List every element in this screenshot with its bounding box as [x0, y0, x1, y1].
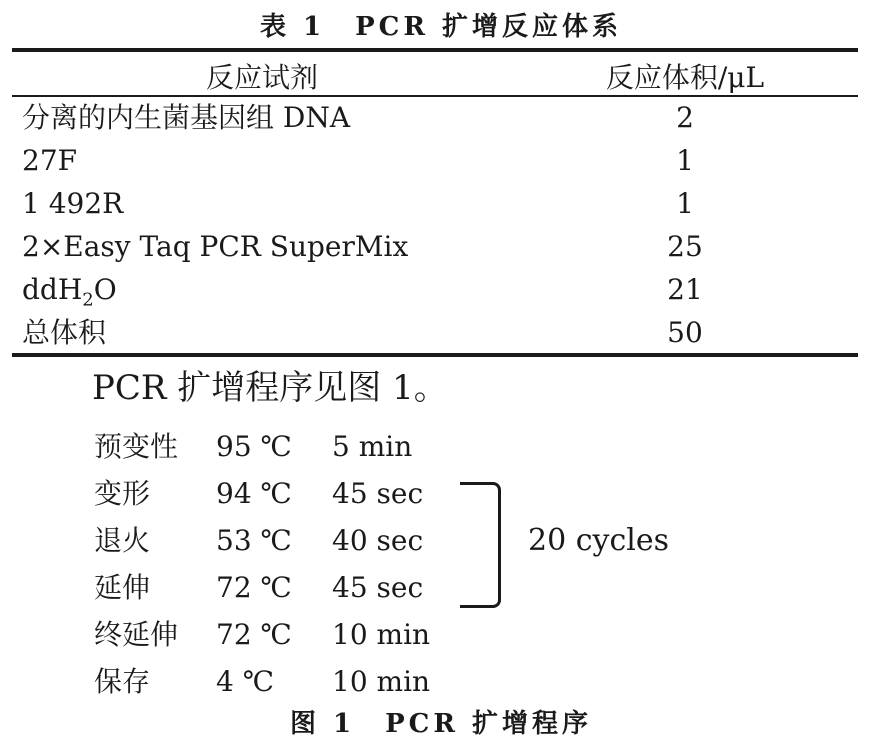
volume-cell: 2 — [676, 101, 694, 134]
table-row — [12, 141, 858, 184]
volume-cell: 1 — [676, 144, 694, 177]
reagent-cell: 分离的内生菌基因组 DNA — [22, 101, 351, 134]
table-row — [12, 313, 858, 356]
program-step — [80, 613, 520, 660]
step-name: 终延伸 — [94, 618, 179, 651]
table-row — [12, 227, 858, 270]
table-header — [12, 54, 858, 94]
program-step — [80, 425, 520, 472]
step-name: 预变性 — [94, 430, 179, 463]
program-step — [80, 566, 520, 613]
figure-caption: 图 1 PCR 扩增程序 — [289, 709, 593, 739]
step-temp: 95 ℃ — [216, 430, 292, 463]
body-paragraph: PCR 扩增程序见图 1。 — [92, 368, 448, 408]
table-bottom-rule — [12, 353, 858, 357]
header-volume: 反应体积/μL — [605, 61, 765, 94]
step-temp: 4 ℃ — [216, 665, 275, 698]
cycles-label: 20 cycles — [528, 523, 670, 558]
reagent-cell: 总体积 — [22, 316, 107, 349]
step-temp: 94 ℃ — [216, 477, 292, 510]
table-row — [12, 270, 858, 313]
program-step — [80, 660, 520, 707]
step-temp: 72 ℃ — [216, 571, 292, 604]
table-row — [12, 98, 858, 141]
reagent-suffix: O — [93, 273, 117, 306]
step-time: 45 sec — [332, 571, 424, 604]
volume-cell: 50 — [667, 316, 703, 349]
reagent-prefix: ddH — [22, 273, 83, 306]
step-time: 45 sec — [332, 477, 424, 510]
table-row — [12, 184, 858, 227]
table-header-rule — [12, 95, 858, 97]
step-temp: 53 ℃ — [216, 524, 292, 557]
step-name: 退火 — [94, 524, 151, 557]
volume-cell: 25 — [667, 230, 703, 263]
pcr-program-figure — [80, 425, 670, 709]
step-name: 变形 — [94, 477, 151, 510]
step-time: 40 sec — [332, 524, 424, 557]
cycle-bracket — [460, 482, 501, 608]
reagent-cell: 2×Easy Taq PCR SuperMix — [22, 230, 409, 263]
reagent-subscript: 2 — [82, 289, 94, 311]
reagent-cell: 1 492R — [22, 187, 124, 220]
table-top-rule — [12, 48, 858, 52]
step-time: 10 min — [332, 618, 431, 651]
header-reagent: 反应试剂 — [205, 61, 318, 94]
program-step — [80, 472, 520, 519]
step-time: 5 min — [332, 430, 413, 463]
step-name: 延伸 — [94, 571, 151, 604]
step-temp: 72 ℃ — [216, 618, 292, 651]
table-body — [12, 98, 858, 356]
volume-cell: 1 — [676, 187, 694, 220]
program-step — [80, 519, 520, 566]
step-name: 保存 — [94, 665, 151, 698]
reagent-cell: 27F — [22, 144, 78, 177]
table-caption: 表 1 PCR 扩增反应体系 — [259, 12, 623, 42]
step-time: 10 min — [332, 665, 431, 698]
volume-cell: 21 — [667, 273, 703, 306]
